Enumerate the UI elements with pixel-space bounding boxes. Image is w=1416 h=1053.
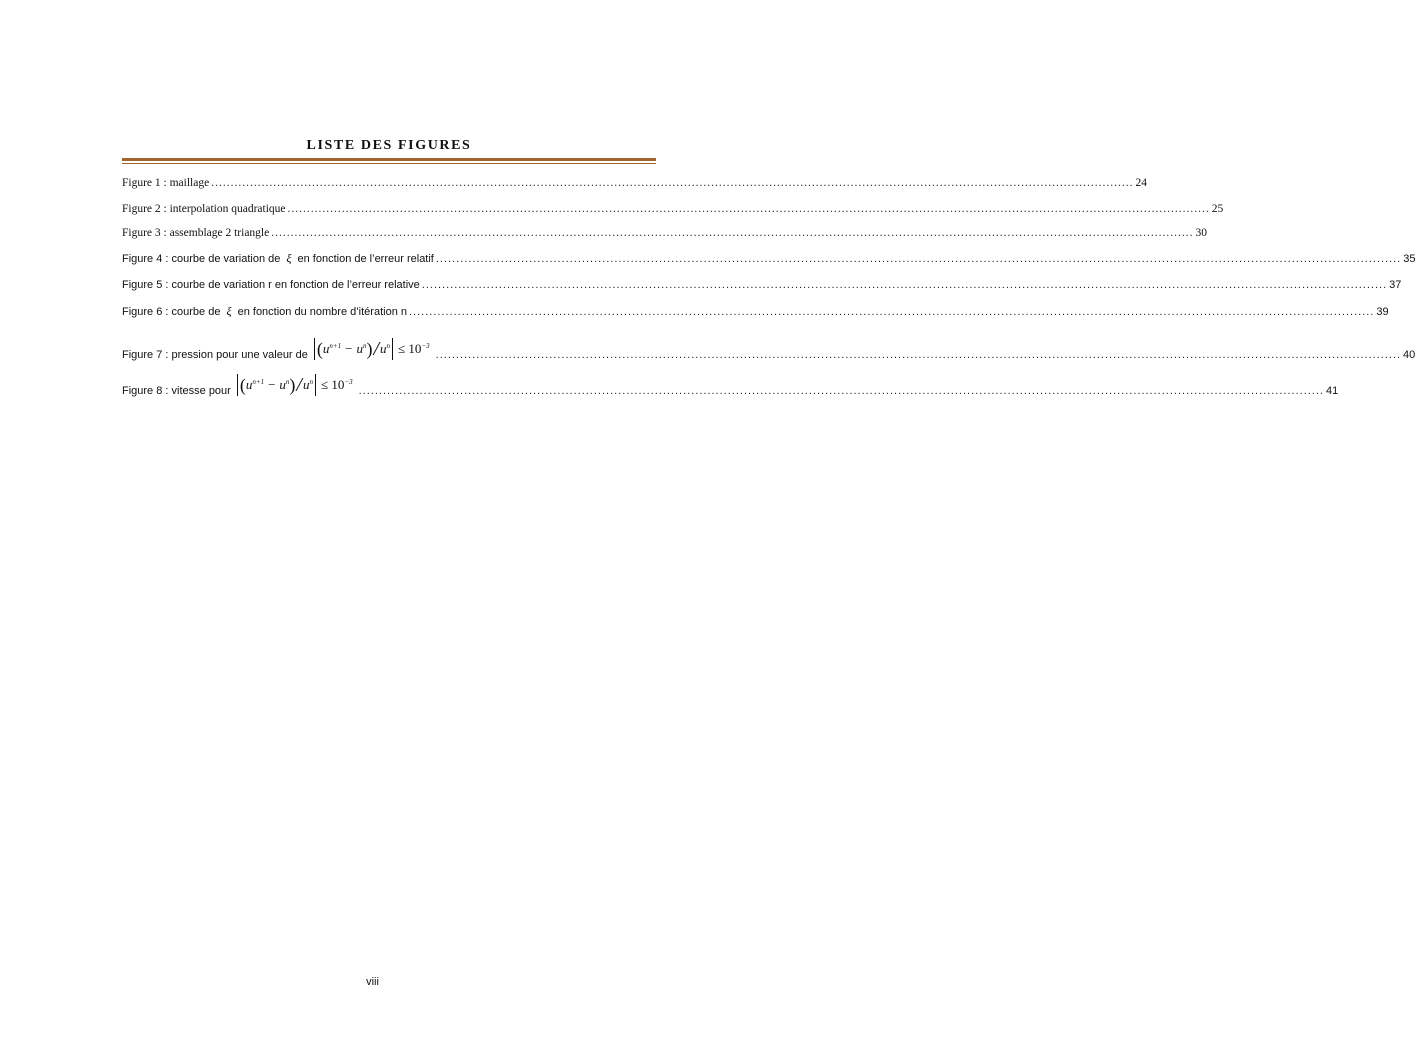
- dot-leader: ..............................................................................................................................................................................................................................................: [408, 306, 1375, 318]
- dot-leader: ..............................................................................................................................................................................................................................................: [421, 279, 1388, 291]
- formula-sup: n: [285, 378, 290, 386]
- abs-bar-right: [392, 338, 393, 360]
- toc-entry-label: Figure 3 : assemblage 2 triangle: [122, 227, 270, 239]
- title-rule-thick: [122, 158, 656, 161]
- toc-entry-label: Figure 8 : vitesse pour: [122, 385, 231, 397]
- abs-bar-right: [315, 374, 316, 396]
- toc-entry-label: Figure 7 : pression pour une valeur de: [122, 349, 308, 361]
- page-title: LISTE DES FIGURES: [306, 138, 472, 153]
- fraction-slash: /: [296, 374, 302, 396]
- convergence-formula: [235, 374, 353, 396]
- formula-exp: −3: [421, 342, 430, 350]
- formula-var: u: [302, 377, 310, 392]
- toc-entry-label: Figure 4 : courbe de variation de: [122, 253, 281, 265]
- formula-sup: n: [309, 378, 313, 386]
- formula-var: u: [356, 341, 363, 356]
- convergence-formula: [312, 338, 430, 360]
- formula-var: u: [279, 377, 286, 392]
- abs-bar-left: [314, 338, 315, 360]
- formula-leq: ≤ 10: [398, 341, 422, 356]
- abs-bar-left: [237, 374, 238, 396]
- toc-entry-figure-8[interactable]: [122, 372, 1339, 398]
- paren-open: (: [316, 339, 323, 359]
- toc-entry-figure-5[interactable]: [122, 278, 1402, 292]
- toc-page-number: 30: [1195, 227, 1207, 239]
- toc-entry-figure-7[interactable]: [122, 336, 1416, 362]
- toc-page-number: 41: [1325, 385, 1339, 397]
- dot-leader: ..............................................................................................................................................................................................................................................: [271, 227, 1194, 239]
- toc-page-number: 37: [1389, 279, 1402, 291]
- paren-open: (: [239, 375, 246, 395]
- toc-entry-label-continued: en fonction du nombre d’itération n: [237, 306, 407, 318]
- dot-leader: ..............................................................................................................................................................................................................................................: [358, 385, 1324, 397]
- toc-page-number: 40: [1403, 349, 1416, 361]
- dot-leader: ..............................................................................................................................................................................................................................................: [287, 203, 1210, 215]
- toc-entry-figure-1[interactable]: [122, 176, 1147, 190]
- page-footer-number: viii: [366, 976, 379, 988]
- formula-sup: n+1: [252, 378, 265, 386]
- toc-entry-label-continued: en fonction de l’erreur relatif: [297, 253, 434, 265]
- formula-leq: ≤ 10: [320, 377, 345, 392]
- formula-sup: n+1: [329, 342, 342, 350]
- formula-sup: n: [386, 342, 391, 350]
- toc-entry-figure-2[interactable]: [122, 202, 1224, 216]
- toc-entry-figure-6[interactable]: [122, 304, 1389, 319]
- toc-page-number: 39: [1376, 306, 1389, 318]
- dot-leader: ..............................................................................................................................................................................................................................................: [435, 253, 1402, 265]
- toc-entry-figure-4[interactable]: [122, 251, 1416, 266]
- formula-sup: n: [362, 342, 367, 350]
- xi-symbol: ξ: [286, 251, 292, 265]
- formula-var: u: [322, 341, 330, 356]
- toc-entry-label: Figure 2 : interpolation quadratique: [122, 203, 286, 215]
- toc-page-number: 35: [1403, 253, 1416, 265]
- fraction-slash: /: [373, 338, 380, 360]
- formula-exp: −3: [344, 378, 353, 386]
- toc-entry-label: Figure 6 : courbe de: [122, 306, 221, 318]
- paren-close: ): [289, 375, 296, 395]
- toc-entry-label: Figure 5 : courbe de variation r en fonction de l’erreur relative: [122, 279, 420, 291]
- dot-leader: ..............................................................................................................................................................................................................................................: [435, 349, 1402, 361]
- toc-page-number: 25: [1211, 203, 1224, 215]
- formula-minus: −: [345, 341, 353, 356]
- dot-leader: ..............................................................................................................................................................................................................................................: [211, 177, 1134, 189]
- toc-page-number: 24: [1135, 177, 1147, 189]
- formula-minus: −: [268, 377, 276, 392]
- toc-entry-figure-3[interactable]: [122, 226, 1207, 240]
- toc-entry-label: Figure 1 : maillage: [122, 177, 210, 189]
- title-rule-thin: [122, 163, 656, 164]
- xi-symbol: ξ: [226, 304, 232, 318]
- paren-close: ): [366, 339, 373, 359]
- formula-var: u: [380, 341, 387, 356]
- formula-var: u: [245, 377, 253, 392]
